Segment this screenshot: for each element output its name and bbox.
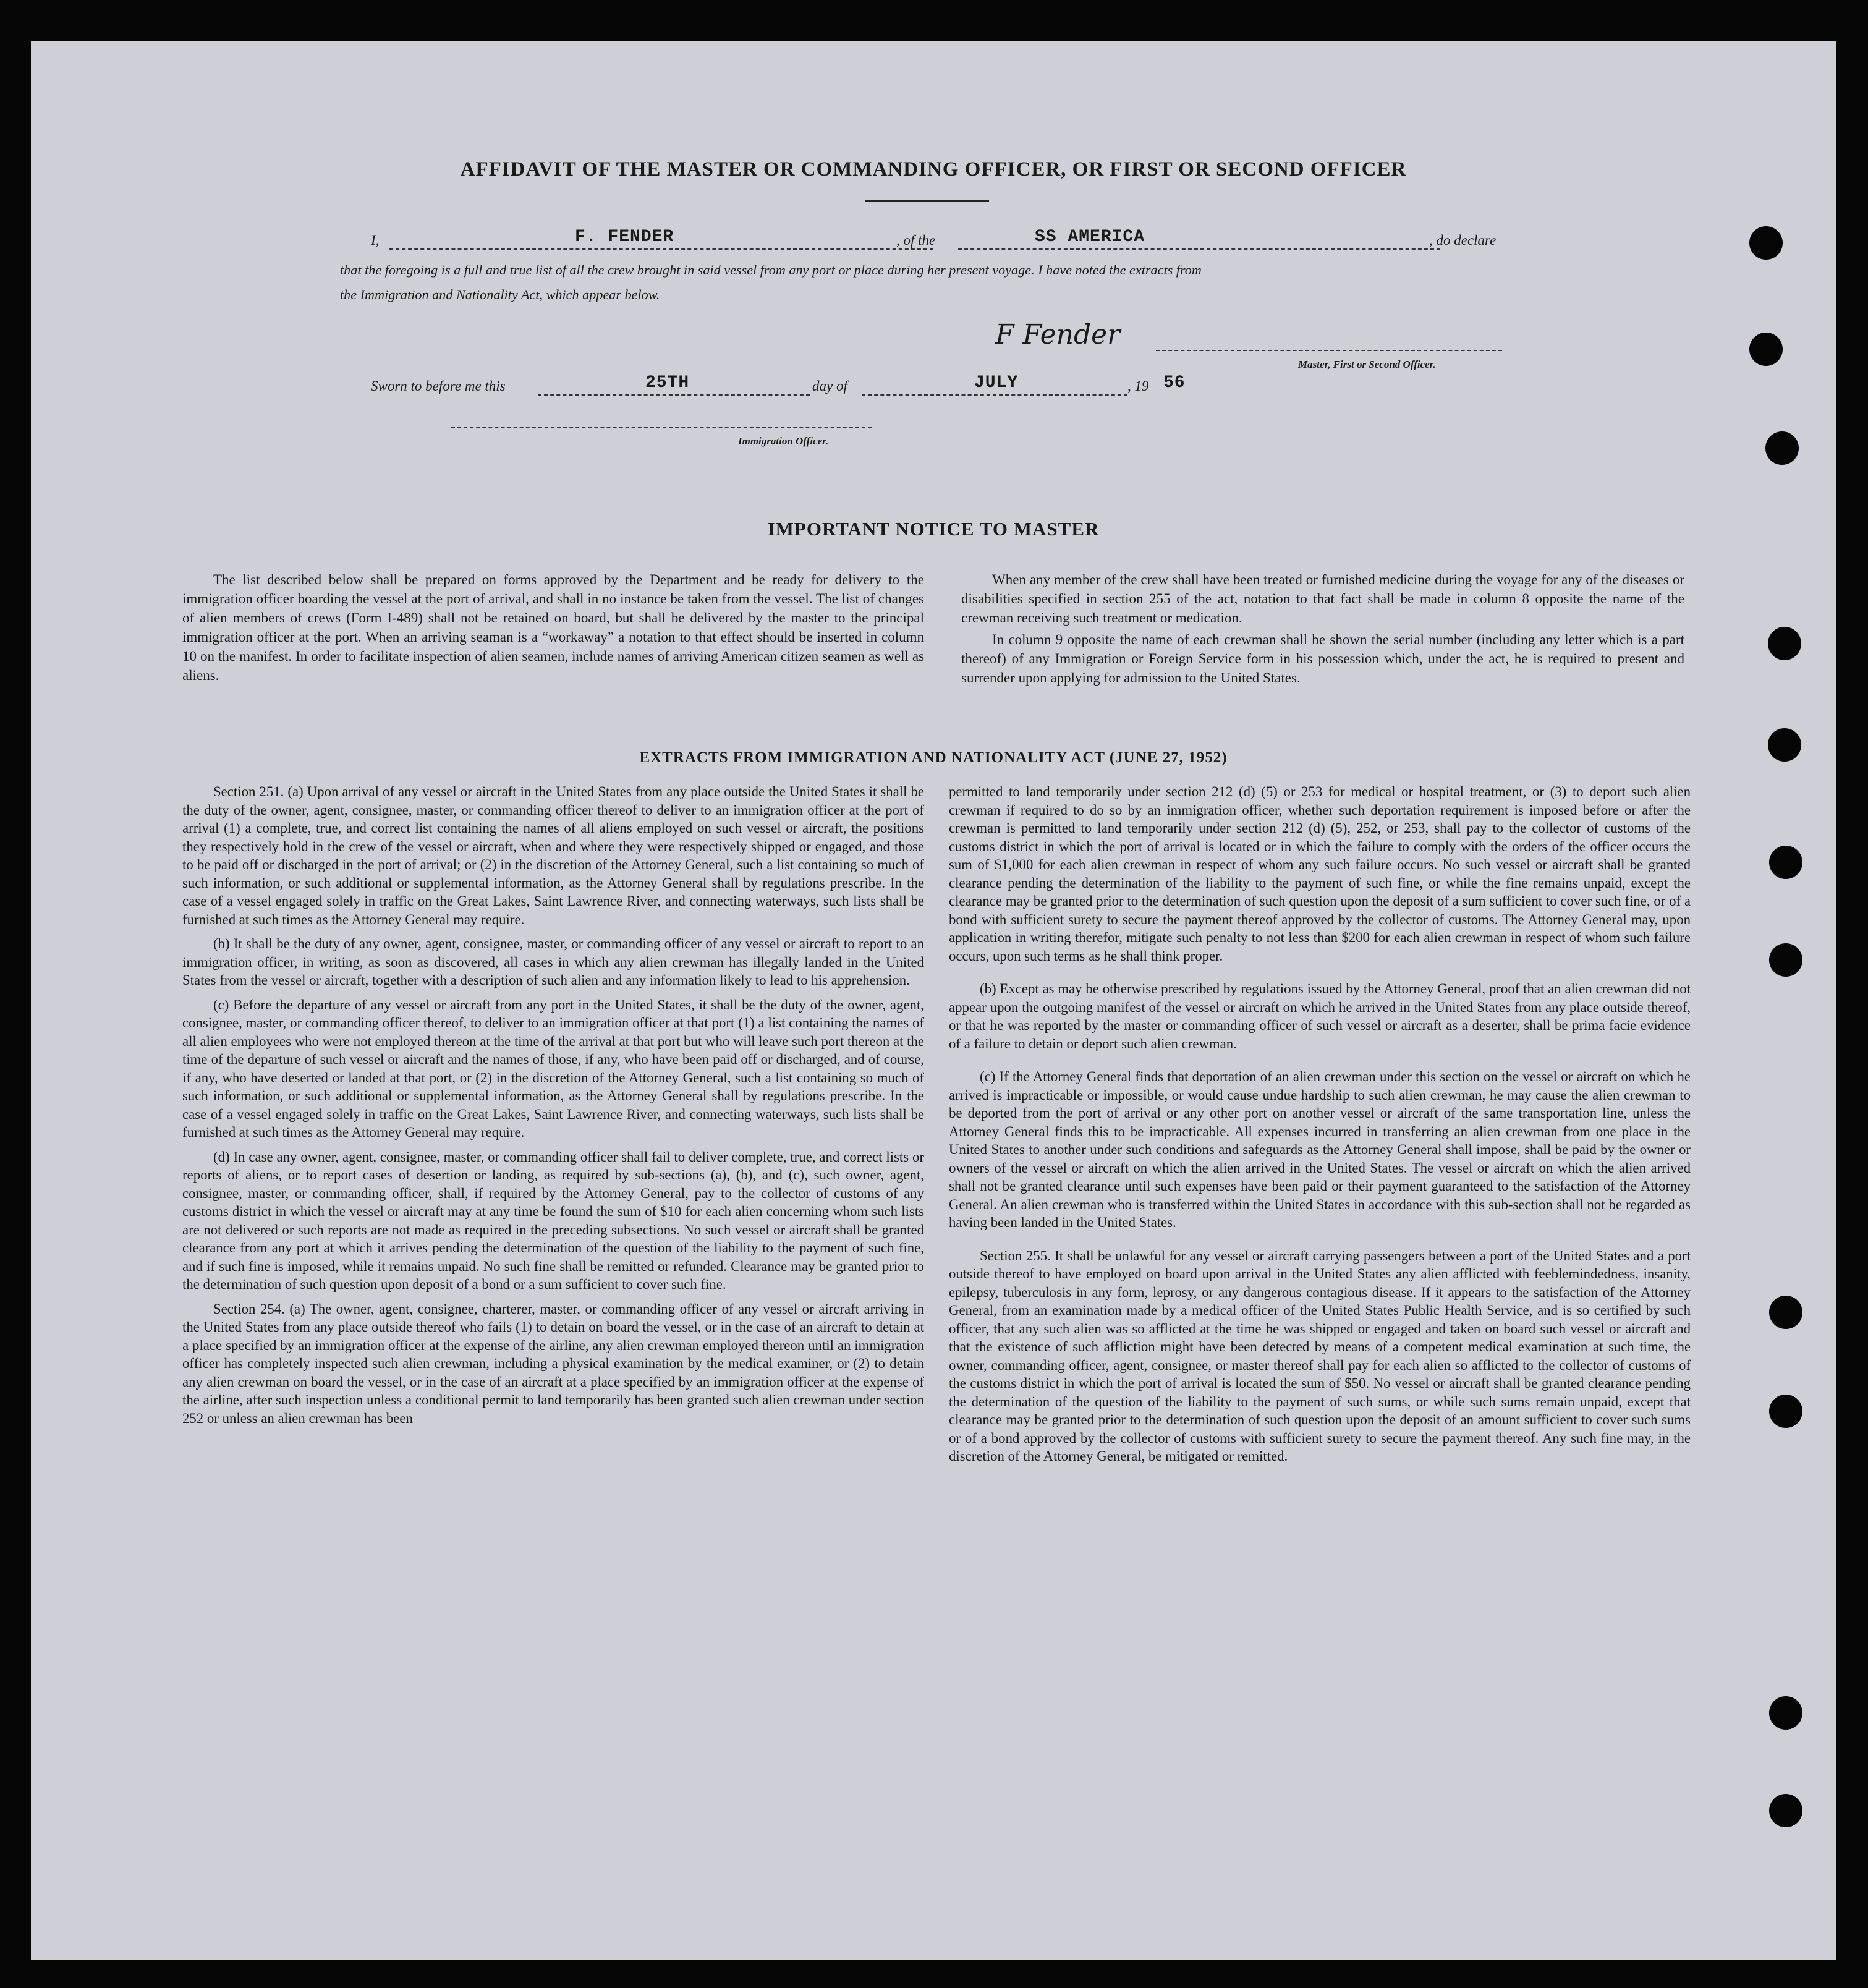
binder-hole — [1769, 1794, 1802, 1827]
day-of-label: day of — [812, 378, 847, 394]
notice-paragraph: In column 9 opposite the name of each crewman shall be shown the serial number (including any letter which is a part thereof) of any Immigration or Foreign Service form in his possession which, under the act, he is required to present and surrender upon applying for admission to the United States. — [961, 632, 1684, 686]
sworn-label: Sworn to before me this — [371, 378, 506, 394]
notice-heading: IMPORTANT NOTICE TO MASTER — [767, 518, 1100, 540]
vessel-name-line — [958, 248, 1440, 250]
act-section-paragraph: Section 255. It shall be unlawful for any vessel or aircraft carrying passengers between a port of the United States and a port outside thereof to have employed on board upon arrival in the United States any alien afflicted with feeblemindedness, insanity, epilepsy, tuberculosis in any form, leprosy, or any dangerous contagious disease. If it appears to the satisfaction of the Attorney General, from an examination made by a medical officer of the United States Public Health Service, and is so certified by such officer, that any such alien was so afflicted at the time he was shipped or engaged and taken on board such vessel or aircraft and that the existence of such affliction might have been detected by means of a competent medical examination at such time, the owner, commanding officer, agent, consignee, or master thereof shall pay for each alien so afflicted to the collector of customs of the customs district in which the port of arrival is located the sum of $50. No vessel or aircraft shall be granted clearance pending the determination of the question of the liability to the payment of such sums, or while such sums remain unpaid, except that clearance may be granted prior to the determination of such question upon the deposit of an amount sufficient to cover such sums or of a bond approved by the collector of customs with sufficient surety to secure the payment thereof. Any such fine may, in the discretion of the Attorney General, be mitigated or remitted. — [949, 1247, 1691, 1464]
act-section-paragraph: permitted to land temporarily under section 212 (d) (5) or 253 for medical or hospital treatment, or (3) to deport such alien crewman if required to do so by an immigration officer, whether such deportation requirement is imposed before or after the crewman is permitted to land temporarily under section 212 (d) (5), 252, or 253, shall pay to the collector of customs of the customs district in which the port of arrival is located or in which the failure to comply with the orders of the officer occurs the sum of $1,000 for each alien crewman in respect of whom any such failure occurs. No such vessel or aircraft shall be granted clearance pending the determination of the liability to the payment of such fine, or while the fine remains unpaid, except the clearance may be granted prior to the determination of such question upon the deposit of a sum sufficient to cover such fine, or of a bond with sufficient surety to secure the payment thereof approved by the collector of customs. The Attorney General may, upon application in writing therefor, mitigate such penalty to not less than $200 for each alien crewman in respect of whom such failure occurs, upon such terms as he shall think proper. — [949, 784, 1691, 964]
declaration-line: that the foregoing is a full and true list of all the crew brought in said vessel from any port or place during her present voyage. I have noted the extracts from — [340, 262, 1202, 278]
binder-hole — [1769, 1296, 1802, 1329]
act-section-paragraph: (c) If the Attorney General finds that deportation of an alien crewman under this section on the vessel or aircraft on which he arrived is impracticable or impossible, or would cause undue hardship to such alien crewman, he may cause the alien crewman to be deported from the port of arrival or any other port on another vessel or aircraft of the same transportation line, unless the Attorney General finds this to be impracticable. All expenses incurred in transferring an alien crewman from one place in the United States to another under such conditions and safeguards as the Attorney General shall impose, shall be paid by the owner or owners of the vessel or aircraft on which the alien arrived in the United States. The vessel or aircraft on which the alien arrived shall not be granted clearance until such expenses have been paid or their payment guaranteed to the satisfaction of the Attorney General. An alien crewman who is transferred within the United States in accordance with this sub-section shall not be regarded as having been landed in the United States. — [949, 1069, 1691, 1230]
year-prefix: , 19 — [1127, 378, 1149, 394]
extracts-left-column — [182, 783, 924, 1434]
binder-hole — [1769, 1696, 1802, 1730]
act-section-paragraph: (b) Except as may be otherwise prescribed by regulations issued by the Attorney General, proof that an alien crewman did not appear upon the outgoing manifest of the vessel or aircraft on which he arrived in the United States from any place outside thereof, or that he was reported by the master or commanding officer of such vessel or aircraft as a deserter, shall be prima facie evidence of a failure to detain or deport such alien crewman. — [949, 981, 1691, 1051]
notice-paragraph: When any member of the crew shall have been treated or furnished medicine during the voyage for any of the diseases or disabilities specified in section 255 of the act, notation to that fact shall be made in column 8 opposite the name of the crewman receiving such treatment or medication. — [961, 572, 1684, 626]
title-rule — [865, 200, 989, 202]
notice-right-column — [961, 570, 1684, 690]
binder-hole — [1749, 333, 1783, 366]
affidavit-title: AFFIDAVIT OF THE MASTER OR COMMANDING OFFICER, OR FIRST OR SECOND OFFICER — [460, 158, 1407, 181]
sworn-year: 56 — [1163, 373, 1186, 393]
act-section-paragraph: Section 254. (a) The owner, agent, consignee, charterer, master, or commanding officer of any vessel or aircraft arriving in the United States from any place outside thereof who fails (1) to detain on board the vessel, or in the case of an aircraft to detain at a place specified by an immigration officer at the expense of the airline, any alien crewman employed thereon until an immigration officer has completely inspected such alien crewman, including a physical examination by the medical examiner, or (2) to detain any alien crewman on board the vessel, or in the case of an aircraft at a place specified by an immigration officer at the expense of the airline, after such inspection unless a conditional permit to land temporarily has been granted such alien crewman under section 252 or unless an alien crewman has been — [182, 1301, 924, 1426]
binder-hole — [1769, 846, 1802, 879]
binder-hole — [1769, 1395, 1802, 1428]
act-section-paragraph: (d) In case any owner, agent, consignee, master, or commanding officer shall fail to deliver complete, true, and correct lists or reports of aliens, or to report cases of desertion or landing, as required by sub-sections (a), (b), and (c), such owner, agent, consignee, master, or commanding officer, shall, if required by the Attorney General, pay to the collector of customs of any customs district in which the vessel or aircraft may at any time be found the sum of $10 for each alien concerning whom such lists are not delivered or such reports are not made as required in the preceding subsections. No such vessel or aircraft shall be granted clearance from any port at which it arrives pending the determination of the question of the liability to the payment of such fine, and if such fine is imposed, while it remains unpaid. No such fine shall be remitted or refunded. Clearance may be granted prior to the determination of such question upon deposit of a bond or a sum sufficient to cover such fine. — [182, 1149, 924, 1292]
officer-signature: F Fender — [995, 319, 1121, 350]
immigration-officer-line — [451, 427, 872, 428]
document-page — [31, 41, 1836, 1960]
of-the-label: , of the — [896, 232, 936, 248]
officer-name: F. FENDER — [575, 227, 674, 247]
sworn-day-line — [538, 394, 810, 396]
sworn-month: JULY — [974, 373, 1019, 393]
binder-hole — [1768, 627, 1801, 660]
notice-left-column — [182, 570, 924, 687]
act-section-paragraph: (c) Before the departure of any vessel or aircraft from any port in the United States, it shall be the duty of the owner, agent, consignee, master, or commanding officer thereof, to deliver to an immigration officer at that port (1) a list containing the names of all alien employees who were not employed thereon at the time of the arrival at that port but who will leave such port thereon at the time of the departure of such vessel or aircraft and the names of those, if any, who have been paid off or discharged, and of course, if any, who have deserted or landed at that port, or (2) in the discretion of the Attorney General, such a list containing so much of such information, or such additional or supplemental information, as the Attorney General shall by regulations prescribe. In the case of a vessel engaged solely in traffic on the Great Lakes, Saint Lawrence River, and connecting waterways, such lists shall be furnished at such times as the Attorney General may require. — [182, 996, 924, 1140]
sworn-day: 25TH — [645, 373, 690, 393]
sworn-month-line — [862, 394, 1127, 396]
extracts-heading: EXTRACTS FROM IMMIGRATION AND NATIONALITY ACT (JUNE 27, 1952) — [639, 749, 1228, 766]
binder-hole — [1769, 943, 1802, 977]
signature-line — [1156, 350, 1502, 351]
notice-paragraph: The list described below shall be prepared on forms approved by the Department and be ready for delivery to the immigration officer boarding the vessel at the port of arrival, and shall in no instance be taken from the vessel. The list of changes of alien members of crews (Form I-489) shall not be retained on board, but shall be delivered by the master to the principal immigration officer at the port. When an arriving seaman is a “workaway” a notation to that effect should be inserted in column 10 on the manifest. In order to facilitate inspection of alien seamen, include names of arriving American citizen seamen as well as aliens. — [182, 572, 924, 683]
act-section-paragraph: Section 251. (a) Upon arrival of any vessel or aircraft in the United States from any place outside the United States it shall be the duty of the owner, agent, consignee, master, or commanding officer thereof to deliver to an immigration officer at the port of arrival (1) a complete, true, and correct list containing the names of all aliens employed on such vessel or aircraft, the positions they respectively hold in the crew of the vessel or aircraft, when and where they were respectively shipped or engaged, and those to be paid off or discharged in the port of arrival; or (2) in the discretion of the Attorney General, such a list containing so much of such information, or such additional or supplemental information, as the Attorney General shall by regulations prescribe. In the case of a vessel engaged solely in traffic on the Great Lakes, Saint Lawrence River, and connecting waterways, such lists shall be furnished at such times as the Attorney General may require. — [182, 784, 924, 927]
declaration-line: the Immigration and Nationality Act, which appear below. — [340, 287, 660, 302]
i-label: I, — [371, 232, 380, 248]
binder-hole — [1749, 226, 1783, 260]
signature-caption: Master, First or Second Officer. — [1298, 359, 1436, 370]
vessel-name: SS AMERICA — [1035, 227, 1145, 247]
officer-caption: Immigration Officer. — [738, 435, 829, 447]
binder-hole — [1765, 431, 1799, 465]
extracts-right-column — [949, 783, 1691, 1472]
officer-name-line — [389, 248, 933, 250]
act-section-paragraph: (b) It shall be the duty of any owner, agent, consignee, master, or commanding officer of any vessel or aircraft to report to an immigration officer, in writing, as soon as discovered, all cases in which any alien crewman has illegally landed in the United States from the vessel or aircraft, together with a description of such alien and any information likely to lead to his apprehension. — [182, 936, 924, 988]
do-declare-label: , do declare — [1429, 232, 1497, 248]
